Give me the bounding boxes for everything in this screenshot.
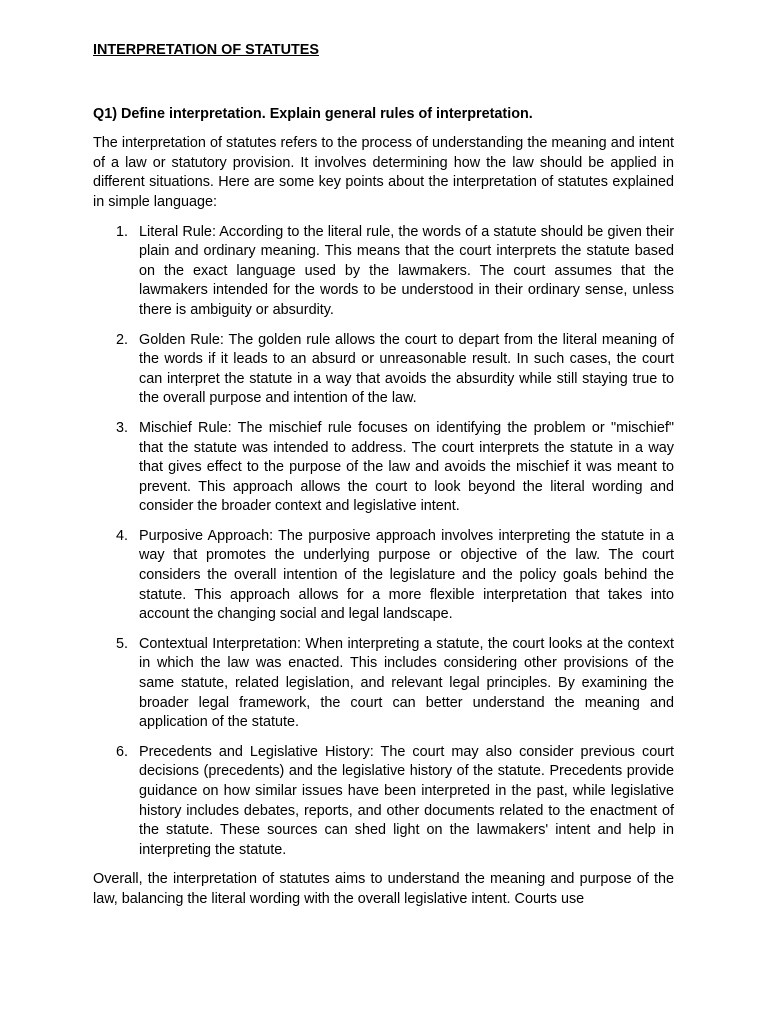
rule-number: 3.	[116, 419, 129, 436]
rule-item-precedents	[93, 743, 674, 861]
rule-number: 1.	[116, 223, 129, 240]
rule-item-golden	[93, 331, 674, 409]
rule-item-mischief	[93, 419, 674, 517]
document-title: INTERPRETATION OF STATUTES	[93, 42, 319, 58]
question-heading: Q1) Define interpretation. Explain general rules of interpretation.	[93, 105, 533, 122]
intro-paragraph: The interpretation of statutes refers to the process of understanding the meaning and intent of a law or statutory provision. It involves determining how the law should be applied in different situations. Here are some key points about the interpretation of statutes explained in simple language:	[93, 135, 674, 210]
rule-text: Golden Rule: The golden rule allows the court to depart from the literal meaning of the words if it leads to an absurd or unreasonable result. In such cases, the court can interpret the statute in a way that avoids the absurdity while still staying true to the overall purpose and intention of the law.	[139, 331, 674, 407]
rule-text: Literal Rule: According to the literal rule, the words of a statute should be given their plain and ordinary meaning. This means that the court interprets the statute based on the exact language used by the lawmakers. The court assumes that the lawmakers intended for the words to be understood in their ordinary sense, unless there is ambiguity or absurdity.	[139, 223, 674, 318]
rule-number: 5.	[116, 635, 129, 652]
rule-text: Precedents and Legislative History: The court may also consider previous court decisions (precedents) and the legislative history of the statute. Precedents provide guidance on how similar issues have been interpreted in the past, while legislative history includes debates, reports, and other documents related to the enactment of the statute. These sources can shed light on the lawmakers' intent and help in interpreting the statute.	[139, 743, 674, 858]
rule-item-literal	[93, 223, 674, 321]
rule-number: 2.	[116, 331, 129, 348]
rules-list	[93, 223, 674, 861]
rule-text: Contextual Interpretation: When interpreting a statute, the court looks at the context in which the law was enacted. This includes considering other provisions of the same statute, related legislation, and relevant legal principles. By examining the broader legal framework, the court can better understand the meaning and application of the statute.	[139, 635, 674, 731]
rule-item-purposive	[93, 527, 674, 625]
rule-number: 6.	[116, 743, 129, 760]
rule-text: Mischief Rule: The mischief rule focuses on identifying the problem or "mischief" that the statute was intended to address. The court interprets the statute in a way that gives effect to the purpose of the law and avoids the mischief it was meant to prevent. This approach allows the court to look beyond the literal wording and consider the broader context and legislative intent.	[139, 419, 674, 515]
closing-paragraph: Overall, the interpretation of statutes aims to understand the meaning and purpose of the law, balancing the literal wording with the overall legislative intent. Courts use	[93, 871, 674, 907]
rule-number: 4.	[116, 527, 129, 544]
document-page	[93, 41, 674, 910]
rule-item-contextual	[93, 635, 674, 733]
rule-text: Purposive Approach: The purposive approach involves interpreting the statute in a way that promotes the underlying purpose or objective of the law. The court considers the overall intention of the legislature and the policy goals behind the statute. This approach allows for a more flexible interpretation that takes into account the changing social and legal landscape.	[139, 527, 674, 623]
